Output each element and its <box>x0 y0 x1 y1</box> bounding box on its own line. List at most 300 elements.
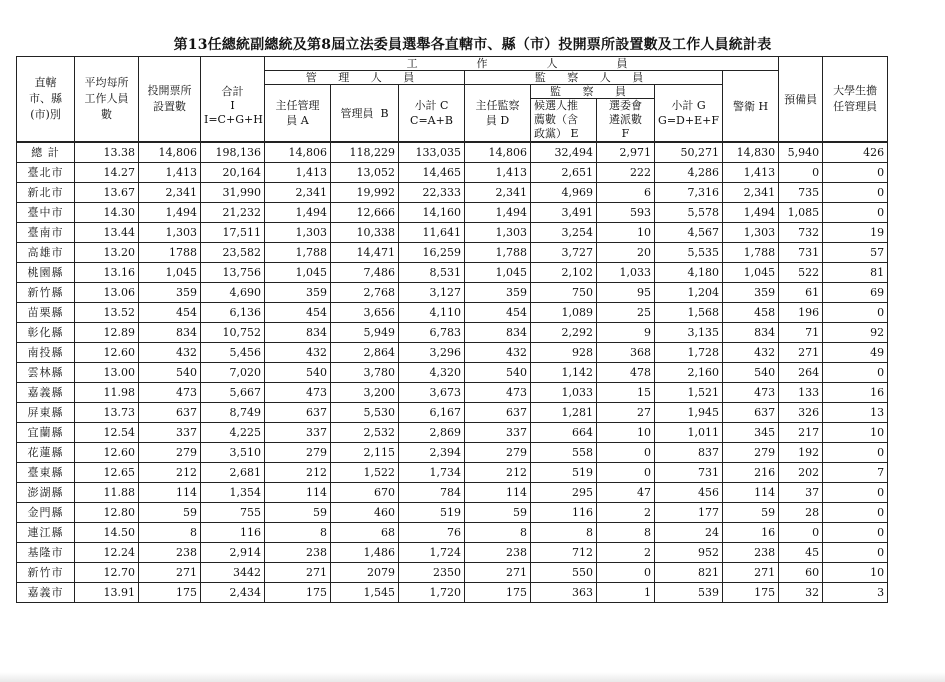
cell-b: 68 <box>331 523 399 543</box>
cell-region: 彰化縣 <box>17 323 75 343</box>
cell-reserve: 60 <box>779 563 823 583</box>
cell-h: 540 <box>723 363 779 383</box>
table-row <box>17 423 888 443</box>
cell-avg: 14.50 <box>75 523 139 543</box>
cell-d: 1,303 <box>465 223 531 243</box>
cell-c: 4,110 <box>399 303 465 323</box>
cell-d: 337 <box>465 423 531 443</box>
cell-region: 高雄市 <box>17 243 75 263</box>
header-avg-text: 平均每所 工作人員 數 <box>84 76 129 121</box>
cell-d: 473 <box>465 383 531 403</box>
cell-c: 6,167 <box>399 403 465 423</box>
cell-avg: 12.60 <box>75 343 139 363</box>
cell-d: 454 <box>465 303 531 323</box>
cell-a: 337 <box>265 423 331 443</box>
cell-total: 5,456 <box>201 343 265 363</box>
cell-a: 14,806 <box>265 142 331 163</box>
cell-a: 1,045 <box>265 263 331 283</box>
cell-stations: 2,341 <box>139 183 201 203</box>
cell-avg: 11.88 <box>75 483 139 503</box>
header-total-top <box>201 57 265 71</box>
cell-reserve: 217 <box>779 423 823 443</box>
cell-total: 8,749 <box>201 403 265 423</box>
header-subtotal-g <box>655 85 723 143</box>
cell-stations: 114 <box>139 483 201 503</box>
cell-f: 47 <box>597 483 655 503</box>
cell-c: 3,296 <box>399 343 465 363</box>
cell-total: 23,582 <box>201 243 265 263</box>
header-manager-text: 管理員 B <box>340 106 389 120</box>
cell-b: 19,992 <box>331 183 399 203</box>
cell-c: 11,641 <box>399 223 465 243</box>
cell-f: 1 <box>597 583 655 603</box>
cell-a: 2,341 <box>265 183 331 203</box>
cell-e: 519 <box>531 463 597 483</box>
cell-f: 27 <box>597 403 655 423</box>
cell-reserve: 71 <box>779 323 823 343</box>
cell-h: 1,303 <box>723 223 779 243</box>
table-row <box>17 483 888 503</box>
cell-reserve: 133 <box>779 383 823 403</box>
cell-reserve: 1,085 <box>779 203 823 223</box>
cell-a: 432 <box>265 343 331 363</box>
header-total-text: 合計 I I=C+G+H <box>204 84 263 126</box>
cell-e: 1,142 <box>531 363 597 383</box>
cell-region: 金門縣 <box>17 503 75 523</box>
cell-b: 2,532 <box>331 423 399 443</box>
header-avg-workers <box>75 57 139 143</box>
cell-c: 3,127 <box>399 283 465 303</box>
cell-g: 539 <box>655 583 723 603</box>
cell-d: 8 <box>465 523 531 543</box>
cell-e: 32,494 <box>531 142 597 163</box>
cell-avg: 13.91 <box>75 583 139 603</box>
cell-a: 359 <box>265 283 331 303</box>
cell-e: 295 <box>531 483 597 503</box>
cell-g: 3,135 <box>655 323 723 343</box>
cell-stations: 271 <box>139 563 201 583</box>
cell-e: 3,727 <box>531 243 597 263</box>
cell-stations: 175 <box>139 583 201 603</box>
cell-b: 3,656 <box>331 303 399 323</box>
cell-e: 2,651 <box>531 163 597 183</box>
cell-total: 116 <box>201 523 265 543</box>
table-row <box>17 523 888 543</box>
cell-total: 1,354 <box>201 483 265 503</box>
header-reserve <box>779 57 823 143</box>
cell-student: 13 <box>823 403 888 423</box>
cell-a: 59 <box>265 503 331 523</box>
cell-c: 1,724 <box>399 543 465 563</box>
cell-reserve: 5,940 <box>779 142 823 163</box>
cell-student: 426 <box>823 142 888 163</box>
cell-c: 133,035 <box>399 142 465 163</box>
cell-reserve: 202 <box>779 463 823 483</box>
cell-c: 1,734 <box>399 463 465 483</box>
cell-stations: 637 <box>139 403 201 423</box>
cell-c: 22,333 <box>399 183 465 203</box>
cell-avg: 13.38 <box>75 142 139 163</box>
cell-a: 473 <box>265 383 331 403</box>
cell-g: 952 <box>655 543 723 563</box>
cell-avg: 13.06 <box>75 283 139 303</box>
cell-b: 7,486 <box>331 263 399 283</box>
cell-b: 1,545 <box>331 583 399 603</box>
cell-h: 1,788 <box>723 243 779 263</box>
cell-region: 總 計 <box>17 142 75 163</box>
cell-d: 279 <box>465 443 531 463</box>
header-candidate-text: 候選人推 薦數（含 政黨） E <box>534 99 579 140</box>
cell-f: 2 <box>597 503 655 523</box>
cell-reserve: 264 <box>779 363 823 383</box>
table-row <box>17 563 888 583</box>
cell-h: 16 <box>723 523 779 543</box>
cell-stations: 1,303 <box>139 223 201 243</box>
cell-b: 5,530 <box>331 403 399 423</box>
cell-e: 750 <box>531 283 597 303</box>
table-row <box>17 543 888 563</box>
cell-b: 5,949 <box>331 323 399 343</box>
cell-e: 1,089 <box>531 303 597 323</box>
cell-stations: 279 <box>139 443 201 463</box>
cell-b: 2,115 <box>331 443 399 463</box>
cell-total: 2,914 <box>201 543 265 563</box>
cell-e: 3,491 <box>531 203 597 223</box>
cell-g: 731 <box>655 463 723 483</box>
cell-h: 279 <box>723 443 779 463</box>
cell-stations: 238 <box>139 543 201 563</box>
table-header <box>17 57 888 143</box>
cell-g: 7,316 <box>655 183 723 203</box>
cell-c: 3,673 <box>399 383 465 403</box>
header-subtotal-c-text: 小計 C C=A+B <box>410 99 453 127</box>
cell-total: 6,136 <box>201 303 265 323</box>
cell-a: 175 <box>265 583 331 603</box>
header-management <box>265 71 465 85</box>
cell-stations: 1,413 <box>139 163 201 183</box>
cell-c: 4,320 <box>399 363 465 383</box>
cell-e: 8 <box>531 523 597 543</box>
cell-c: 14,160 <box>399 203 465 223</box>
cell-total: 4,225 <box>201 423 265 443</box>
cell-g: 2,160 <box>655 363 723 383</box>
header-guard-text: 警衛 H <box>733 99 769 113</box>
cell-region: 嘉義縣 <box>17 383 75 403</box>
cell-f: 6 <box>597 183 655 203</box>
cell-reserve: 735 <box>779 183 823 203</box>
cell-h: 14,830 <box>723 142 779 163</box>
cell-d: 14,806 <box>465 142 531 163</box>
cell-g: 4,180 <box>655 263 723 283</box>
cell-g: 456 <box>655 483 723 503</box>
cell-avg: 13.67 <box>75 183 139 203</box>
cell-stations: 59 <box>139 503 201 523</box>
cell-stations: 473 <box>139 383 201 403</box>
table-row <box>17 443 888 463</box>
cell-total: 7,020 <box>201 363 265 383</box>
cell-reserve: 731 <box>779 243 823 263</box>
cell-e: 363 <box>531 583 597 603</box>
header-chief-supervisor-text: 主任監察 員 D <box>475 99 520 127</box>
header-manager <box>331 85 399 143</box>
cell-total: 13,756 <box>201 263 265 283</box>
table-row <box>17 183 888 203</box>
header-supervisors <box>531 85 655 99</box>
cell-total: 5,667 <box>201 383 265 403</box>
table-row <box>17 163 888 183</box>
header-region <box>17 57 75 143</box>
cell-h: 473 <box>723 383 779 403</box>
cell-d: 637 <box>465 403 531 423</box>
cell-student: 92 <box>823 323 888 343</box>
table-row-total <box>17 142 888 163</box>
cell-reserve: 45 <box>779 543 823 563</box>
cell-c: 519 <box>399 503 465 523</box>
cell-a: 114 <box>265 483 331 503</box>
cell-g: 1,945 <box>655 403 723 423</box>
cell-reserve: 61 <box>779 283 823 303</box>
cell-avg: 13.20 <box>75 243 139 263</box>
table-row <box>17 303 888 323</box>
cell-a: 1,494 <box>265 203 331 223</box>
table-row <box>17 583 888 603</box>
cell-total: 755 <box>201 503 265 523</box>
cell-d: 114 <box>465 483 531 503</box>
cell-h: 637 <box>723 403 779 423</box>
cell-h: 1,413 <box>723 163 779 183</box>
cell-a: 834 <box>265 323 331 343</box>
cell-b: 14,471 <box>331 243 399 263</box>
cell-f: 8 <box>597 523 655 543</box>
table-row <box>17 463 888 483</box>
cell-e: 1,033 <box>531 383 597 403</box>
cell-e: 550 <box>531 563 597 583</box>
cell-student: 0 <box>823 163 888 183</box>
page-edge <box>0 672 945 682</box>
cell-student: 3 <box>823 583 888 603</box>
cell-g: 1,728 <box>655 343 723 363</box>
cell-a: 1,303 <box>265 223 331 243</box>
cell-c: 2350 <box>399 563 465 583</box>
cell-f: 95 <box>597 283 655 303</box>
cell-a: 637 <box>265 403 331 423</box>
cell-d: 540 <box>465 363 531 383</box>
cell-d: 1,413 <box>465 163 531 183</box>
cell-stations: 1788 <box>139 243 201 263</box>
cell-f: 20 <box>597 243 655 263</box>
header-subtotal-c <box>399 85 465 143</box>
cell-d: 175 <box>465 583 531 603</box>
cell-c: 2,394 <box>399 443 465 463</box>
header-region-text: 直轄 市、縣 (市)別 <box>29 76 62 121</box>
cell-h: 175 <box>723 583 779 603</box>
cell-h: 114 <box>723 483 779 503</box>
cell-b: 13,052 <box>331 163 399 183</box>
cell-avg: 14.27 <box>75 163 139 183</box>
cell-region: 桃園縣 <box>17 263 75 283</box>
header-chief-supervisor <box>465 85 531 143</box>
cell-c: 8,531 <box>399 263 465 283</box>
cell-avg: 12.65 <box>75 463 139 483</box>
cell-a: 540 <box>265 363 331 383</box>
cell-avg: 12.70 <box>75 563 139 583</box>
cell-avg: 13.44 <box>75 223 139 243</box>
cell-b: 1,486 <box>331 543 399 563</box>
cell-region: 宜蘭縣 <box>17 423 75 443</box>
cell-avg: 13.00 <box>75 363 139 383</box>
cell-b: 2079 <box>331 563 399 583</box>
cell-b: 460 <box>331 503 399 523</box>
cell-h: 59 <box>723 503 779 523</box>
cell-c: 2,869 <box>399 423 465 443</box>
cell-d: 359 <box>465 283 531 303</box>
cell-b: 12,666 <box>331 203 399 223</box>
cell-total: 21,232 <box>201 203 265 223</box>
header-supervision-text: 監 察 人 員 <box>534 71 653 84</box>
cell-h: 1,494 <box>723 203 779 223</box>
cell-student: 0 <box>823 503 888 523</box>
cell-total: 3442 <box>201 563 265 583</box>
cell-g: 5,535 <box>655 243 723 263</box>
header-student-manager <box>823 57 888 143</box>
cell-h: 216 <box>723 463 779 483</box>
cell-g: 4,567 <box>655 223 723 243</box>
cell-g: 1,011 <box>655 423 723 443</box>
cell-c: 6,783 <box>399 323 465 343</box>
header-workers <box>265 57 779 71</box>
cell-d: 2,341 <box>465 183 531 203</box>
cell-avg: 12.80 <box>75 503 139 523</box>
header-stations-text: 投開票所 設置數 <box>147 84 192 113</box>
cell-f: 10 <box>597 423 655 443</box>
cell-avg: 13.52 <box>75 303 139 323</box>
cell-f: 2 <box>597 543 655 563</box>
cell-a: 279 <box>265 443 331 463</box>
cell-student: 0 <box>823 363 888 383</box>
cell-g: 50,271 <box>655 142 723 163</box>
cell-reserve: 522 <box>779 263 823 283</box>
cell-h: 359 <box>723 283 779 303</box>
cell-student: 16 <box>823 383 888 403</box>
cell-d: 834 <box>465 323 531 343</box>
cell-student: 0 <box>823 303 888 323</box>
cell-stations: 14,806 <box>139 142 201 163</box>
cell-student: 49 <box>823 343 888 363</box>
cell-g: 837 <box>655 443 723 463</box>
header-candidate-recommended <box>531 99 597 143</box>
cell-f: 2,971 <box>597 142 655 163</box>
header-chief-manager-text: 主任管理 員 A <box>275 99 320 127</box>
cell-b: 118,229 <box>331 142 399 163</box>
cell-f: 368 <box>597 343 655 363</box>
cell-f: 478 <box>597 363 655 383</box>
cell-avg: 14.30 <box>75 203 139 223</box>
table-row <box>17 363 888 383</box>
cell-reserve: 196 <box>779 303 823 323</box>
cell-student: 0 <box>823 543 888 563</box>
cell-f: 25 <box>597 303 655 323</box>
cell-h: 345 <box>723 423 779 443</box>
cell-b: 2,864 <box>331 343 399 363</box>
cell-h: 834 <box>723 323 779 343</box>
cell-reserve: 732 <box>779 223 823 243</box>
cell-c: 1,720 <box>399 583 465 603</box>
cell-region: 雲林縣 <box>17 363 75 383</box>
cell-student: 19 <box>823 223 888 243</box>
cell-reserve: 192 <box>779 443 823 463</box>
header-supervisors-text: 監 察 員 <box>550 85 635 98</box>
cell-e: 2,102 <box>531 263 597 283</box>
cell-avg: 12.24 <box>75 543 139 563</box>
cell-region: 臺東縣 <box>17 463 75 483</box>
cell-e: 2,292 <box>531 323 597 343</box>
cell-stations: 834 <box>139 323 201 343</box>
cell-reserve: 271 <box>779 343 823 363</box>
cell-c: 16,259 <box>399 243 465 263</box>
cell-avg: 12.89 <box>75 323 139 343</box>
document-title: 第13任總統副總統及第8屆立法委員選舉各直轄市、縣（市）投開票所設置數及工作人員統計表 <box>173 37 772 53</box>
cell-b: 1,522 <box>331 463 399 483</box>
cell-a: 212 <box>265 463 331 483</box>
cell-h: 432 <box>723 343 779 363</box>
cell-region: 連江縣 <box>17 523 75 543</box>
cell-d: 238 <box>465 543 531 563</box>
cell-region: 新竹縣 <box>17 283 75 303</box>
cell-d: 1,788 <box>465 243 531 263</box>
header-student-text: 大學生擔 任管理員 <box>833 84 878 113</box>
cell-g: 5,578 <box>655 203 723 223</box>
header-subtotal-g-text: 小計 G G=D+E+F <box>658 99 719 127</box>
header-reserve-text: 預備員 <box>784 92 818 106</box>
cell-e: 4,969 <box>531 183 597 203</box>
cell-f: 593 <box>597 203 655 223</box>
cell-student: 10 <box>823 563 888 583</box>
cell-region: 臺北市 <box>17 163 75 183</box>
cell-total: 4,690 <box>201 283 265 303</box>
cell-avg: 12.60 <box>75 443 139 463</box>
cell-b: 3,780 <box>331 363 399 383</box>
cell-b: 670 <box>331 483 399 503</box>
cell-region: 臺中市 <box>17 203 75 223</box>
statistics-table <box>16 56 888 603</box>
table-row <box>17 343 888 363</box>
table-row <box>17 323 888 343</box>
table-row <box>17 403 888 423</box>
cell-b: 2,768 <box>331 283 399 303</box>
cell-reserve: 28 <box>779 503 823 523</box>
cell-h: 271 <box>723 563 779 583</box>
cell-total: 10,752 <box>201 323 265 343</box>
cell-region: 嘉義市 <box>17 583 75 603</box>
cell-stations: 359 <box>139 283 201 303</box>
cell-f: 222 <box>597 163 655 183</box>
header-commission-text: 選委會 遴派數 F <box>609 99 642 140</box>
cell-f: 1,033 <box>597 263 655 283</box>
cell-student: 10 <box>823 423 888 443</box>
cell-reserve: 326 <box>779 403 823 423</box>
table-row <box>17 383 888 403</box>
cell-d: 432 <box>465 343 531 363</box>
cell-h: 1,045 <box>723 263 779 283</box>
table-row <box>17 503 888 523</box>
table-row <box>17 283 888 303</box>
cell-h: 238 <box>723 543 779 563</box>
cell-region: 新竹市 <box>17 563 75 583</box>
header-total <box>201 71 265 143</box>
cell-total: 2,434 <box>201 583 265 603</box>
cell-c: 76 <box>399 523 465 543</box>
cell-d: 59 <box>465 503 531 523</box>
